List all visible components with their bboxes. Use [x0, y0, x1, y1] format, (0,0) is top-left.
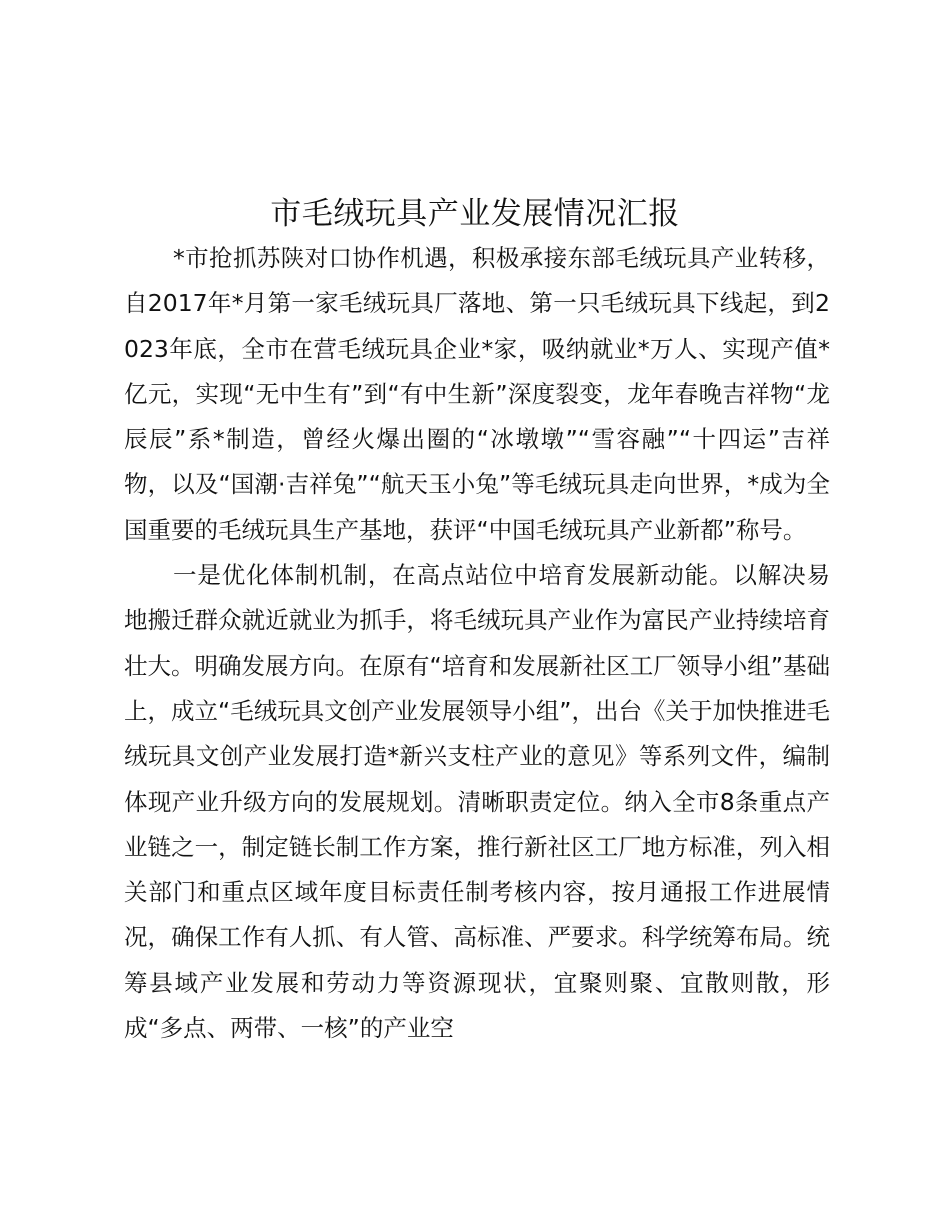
document-body [124, 236, 830, 1051]
paragraph-intro: *市抢抓苏陕对口协作机遇，积极承接东部毛绒玩具产业转移，自2017年*月第一家毛绒玩具厂落地、第一只毛绒玩具下线起，到2023年底，全市在营毛绒玩具企业*家，吸纳就业*万人、实现产值*亿元，实现“无中生有”到“有中生新”深度裂变，龙年春晚吉祥物“龙辰辰”系*制造，曾经火爆出圈的“冰墩墩”“雪容融”“十四运”吉祥物，以及“国潮·吉祥兔”“航天玉小兔”等毛绒玩具走向世界，*成为全国重要的毛绒玩具生产基地，获评“中国毛绒玩具产业新都”称号。 [124, 244, 830, 544]
document-title: 市毛绒玩具产业发展情况汇报 [270, 195, 680, 232]
paragraph-section-one: 一是优化体制机制，在高点站位中培育发展新动能。以解决易地搬迁群众就近就业为抓手，将毛绒玩具产业作为富民产业持续培育壮大。明确发展方向。在原有“培育和发展新社区工厂领导小组”基础上，成立“毛绒玩具文创产业发展领导小组”，出台《关于加快推进毛绒玩具文创产业发展打造*新兴支柱产业的意见》等系列文件，编制体现产业升级方向的发展规划。清晰职责定位。纳入全市8条重点产业链之一，制定链长制工作方案，推行新社区工厂地方标准，列入相关部门和重点区域年度目标责任制考核内容，按月通报工作进展情况，确保工作有人抓、有人管、高标准、严要求。科学统筹布局。统筹县域产业发展和劳动力等资源现状，宜聚则聚、宜散则散，形成“多点、两带、一核”的产业空 [124, 561, 830, 1043]
